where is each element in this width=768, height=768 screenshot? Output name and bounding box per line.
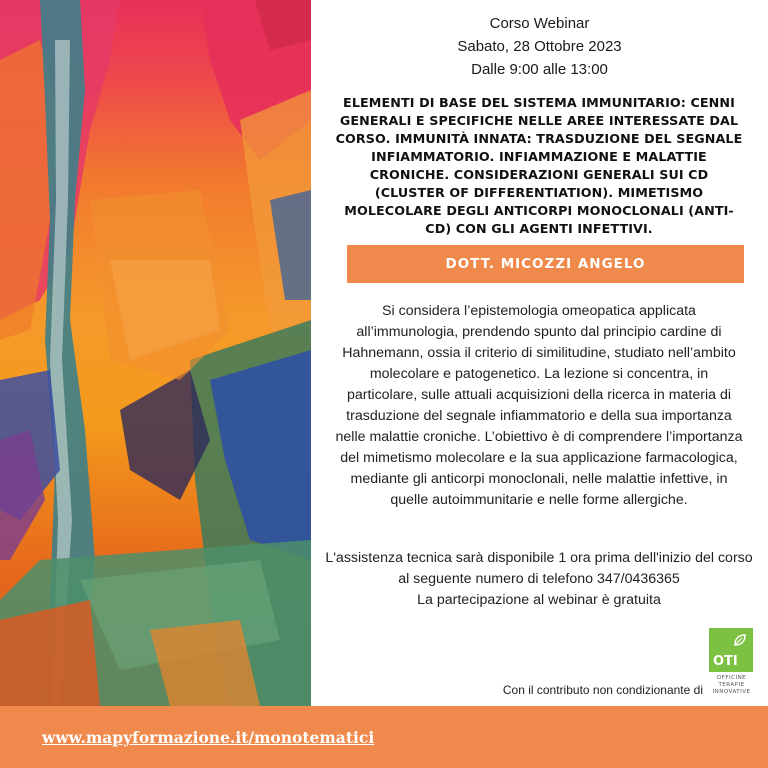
oti-logo (709, 628, 754, 696)
speaker-banner: DOTT. MICOZZI ANGELO (347, 245, 744, 283)
free-participation-text: La partecipazione al webinar è gratuita (417, 592, 661, 608)
event-time: Dalle 9:00 alle 13:00 (471, 61, 608, 78)
content-panel (311, 0, 768, 706)
website-link[interactable]: www.mapyformazione.it/monotematici (42, 728, 375, 747)
abstract-painting-image (0, 0, 311, 706)
course-title: ELEMENTI DI BASE DEL SISTEMA IMMUNITARIO: CENNI GENERALI E SPECIFICHE NELLE AREE INTERESSATE DAL CORSO. IMMUNITÀ INNATA: TRASDUZIONE DEL SEGNALE INFIAMMATORIO. INFIAMMAZIONE E MALATTIE CRONICHE. CONSIDERAZIONI GENERALI SUI CD (CLUSTER OF DIFFERENTIATION). MIMETISMO MOLECOLARE DEGLI ANTICORPI MONOCLONALI (ANTI-CD) CON GLI AGENTI INFETTIVI. (335, 95, 743, 236)
oti-logo-mark (709, 628, 753, 672)
oti-logo-caption: OFFICINE TERAPIE INNOVATIVE (712, 675, 751, 695)
sponsor-text: Con il contributo non condizionante di (502, 683, 703, 697)
course-description: Si considera l’epistemologia omeopatica applicata all’immunologia, prendendo spunto dal principio cardine di Hahnemann, ossia il criterio di similitudine, studiato nell’ambito molecolare e patogenetico. La lezione si concentra, in particolare, sulle attuali acquisizioni della ricerca in materia di trasduzione del segnale infiammatorio e della sua importanza nelle malattie croniche. L’obiettivo è di comprendere l’importanza del mimetismo molecolare e la sua applicazione farmacologica, mediante gli anticorpi monoclonali, nelle malattie infettive, in quelle autoimmunitarie e nelle forme allergiche. (335, 303, 743, 508)
footer-bar (0, 706, 768, 768)
leaf-icon (733, 633, 747, 647)
event-header (311, 12, 768, 81)
event-date: Sabato, 28 Ottobre 2023 (457, 38, 622, 55)
event-type: Corso Webinar (489, 15, 590, 32)
oti-logo-letters: OTI (713, 654, 738, 669)
assistance-info (325, 548, 753, 611)
assistance-text: L'assistenza tecnica sarà disponibile 1 ora prima dell'inizio del corso al seguente numero di telefono 347/0436365 (325, 550, 753, 587)
